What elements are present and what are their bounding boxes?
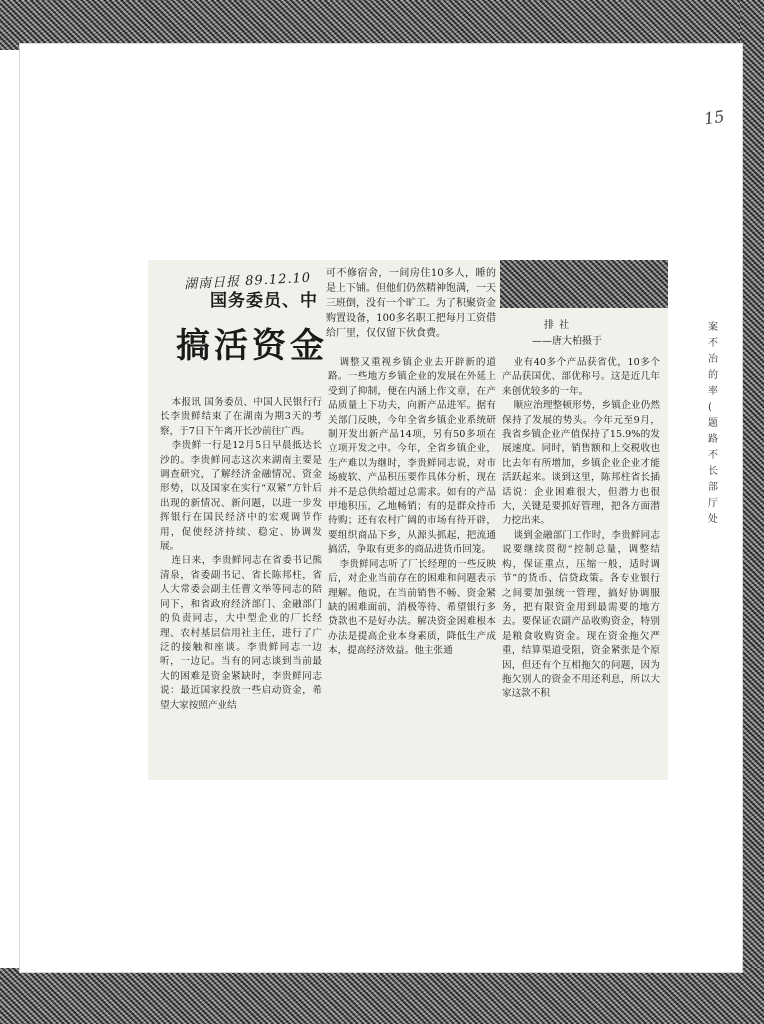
scan-border-bottom xyxy=(0,968,764,1024)
paragraph: 业有40多个产品获省优，10多个产品获国优、部优称号。这是近几年来创优较多的一年。 xyxy=(502,357,660,397)
photo-credit: ——唐大柏摄于 xyxy=(532,336,602,347)
page-number: 15 xyxy=(702,106,726,129)
paragraph: 李贵鲜一行是12月5日早晨抵达长沙的。李贵鲜同志这次来湖南主要是调查研究，了解经济金融情况、资金形势，以及国家在实行“双紧”方针后出现的新情况、新问题，以进一步发挥银行在国民经济中的宏观调节作用，促使经济持续、稳定、协调发展。 xyxy=(160,440,322,553)
photo-caption: 排 社 xyxy=(544,320,571,331)
newspaper-clipping xyxy=(148,260,668,780)
article-column-2 xyxy=(328,356,496,776)
fragment-char: 案 xyxy=(708,322,718,333)
handwritten-source-note: 湖南日报 89.12.10 xyxy=(183,270,312,293)
paragraph: 可不修宿舍，一间房住10多人，睡的是上下铺。但他们仍然精神饱满，一天三班倒，没有一个旷工。为了积聚资金购置设备，100多名职工把每月工资借给厂里，仅仅留下伙食费。 xyxy=(326,268,496,339)
fragment-char: 题 xyxy=(708,418,718,429)
newspaper-photo xyxy=(500,260,668,308)
paragraph: 调整又重视乡镇企业去开辟新的道路。一些地方乡镇企业的发展在外延上受到了抑制，便在内涵上作文章，在产品质量上下功夫，向新产品进军。据有关部门反映，今年全省乡镇企业系统研制开发出新产品14项，另有50多项在立项开发之中。今年，全省乡镇企业，生产难以为继时，李贵鲜同志说，对市场疲软、产品积压要作具体分析，现在并不是总供给超过总需求。如有的产品甲地积压，乙地畅销；有的是群众持币待购；还有农村广阔的市场有待开辟，要组织商品下乡，从源头抓起，把流通搞活，争取有更多的商品进货币回笼。 xyxy=(328,357,496,556)
fragment-char: 率 xyxy=(708,386,718,397)
fragment-char: 的 xyxy=(708,370,718,381)
article-subheadline: 国务委员、中 xyxy=(210,291,318,311)
article-column-1 xyxy=(160,396,322,776)
article-headline: 搞活资金 xyxy=(176,326,328,366)
fragment-char: 处 xyxy=(708,514,718,525)
fragment-char: ( xyxy=(708,402,712,413)
fragment-char: 不 xyxy=(708,450,718,461)
paragraph: 本报讯 国务委员、中国人民银行行长李贵鲜结束了在湖南为期3天的考察，于7日下午离开长沙前往广西。 xyxy=(160,397,322,437)
fragment-char: 长 xyxy=(708,466,718,477)
adjacent-page-fragments xyxy=(708,320,748,740)
fragment-char: 部 xyxy=(708,482,718,493)
paragraph: 李贵鲜同志听了厂长经理的一些反映后，对企业当前存在的困难和问题表示理解。他说，在当前销售不畅、资金紧缺的困难面前，消极等待、希望银行多贷款也不是好办法。解决资金困难根本办法是提高企业本身素质，降低生产成本，提高经济效益。他主张通 xyxy=(328,558,496,657)
fragment-char: 路 xyxy=(708,434,718,445)
article-column-3 xyxy=(502,356,660,776)
fragment-char: 冶 xyxy=(708,354,718,365)
paragraph: 谈到金融部门工作时，李贵鲜同志说要继续贯彻“控制总量，调整结构，保证重点，压缩一般，适时调节”的货币、信贷政策。各专业银行之间要加强统一管理，搞好协调服务，把有限资金用到最需要的地方去。要保证农副产品收购资金，特别是粮食收购资金。现在资金拖欠严重，结算渠道受阻，资金紧张是个原因，但还有个互相拖欠的问题，因为拖欠别人的资金不用还利息，所以大家这款不积 xyxy=(502,529,660,700)
fragment-char: 不 xyxy=(708,338,718,349)
article-column-top xyxy=(326,266,496,362)
scan-border-top xyxy=(0,0,764,50)
fragment-char: 厅 xyxy=(708,498,718,509)
paragraph: 顺应治理整顿形势，乡镇企业仍然保持了发展的势头。今年元至9月，我省乡镇企业产值保持了15.9%的发展速度。同时，销售额和上交税收也比去年有所增加，乡镇企业企业才能活跃起来。谈到这里，陈邦柱省长插话说：企业困难很大，但潜力也很大，关键是要抓好管理，把各方面潜力挖出来。 xyxy=(502,400,660,527)
paragraph: 连日来，李贵鲜同志在省委书记熊清泉，省委副书记、省长陈邦柱，省人大常委会副主任曹文举等同志的陪同下，和省政府经济部门、金融部门的负责同志，大中型企业的厂长经理、农村基层信用社主任，进行了广泛的接触和座谈。李贵鲜同志一边听，一边记。当有的同志谈到当前最大的困难是资金紧缺时，李贵鲜同志说：最近国家投放一些启动资金，希望大家按照产业结 xyxy=(160,555,322,711)
